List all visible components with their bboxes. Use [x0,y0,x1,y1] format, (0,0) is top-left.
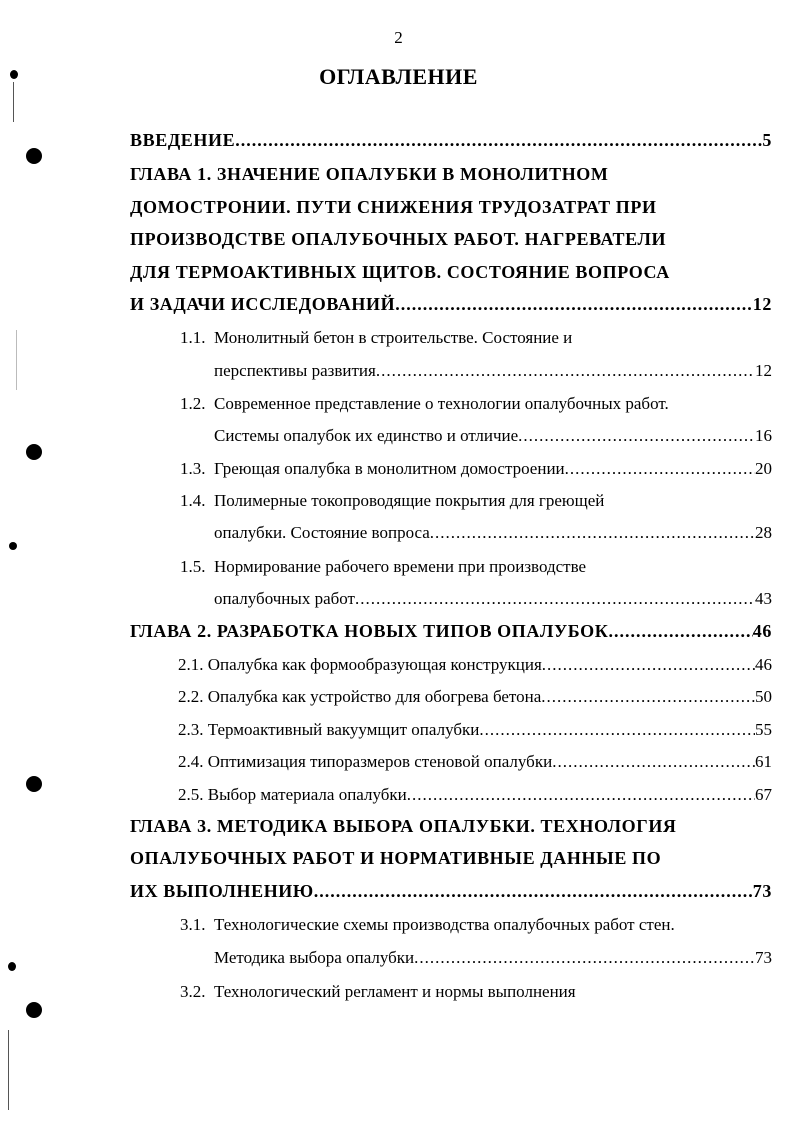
toc-entry-label [180,459,565,479]
toc-entry-label: опалубки. Состояние вопроса [214,523,430,542]
toc-entry-label: Нормирование рабочего времени при производстве [214,557,587,576]
toc-entry-label: 2.3. Термоактивный вакуумщит опалубки [178,720,480,739]
section-number: 3.1. [180,915,206,934]
punch-hole [26,776,42,792]
toc-page-number: 12 [755,361,772,380]
toc-entry-label: Современное представление о технологии опалубочных работ. [214,394,669,413]
dot-leader [235,130,762,151]
toc-entry-3-2[interactable] [180,982,576,1002]
chapter-1-title-line: ДЛЯ ТЕРМОАКТИВНЫХ ЩИТОВ. СОСТОЯНИЕ ВОПРОСА [130,262,670,282]
section-number: 1.2. [180,394,206,413]
toc-entry-label: 2.5. Выбор материала опалубки [178,785,407,804]
dot-leader [314,881,753,902]
toc-page-number: 12 [752,294,772,314]
toc-entry-label: 2.2. Опалубка как устройство для обогрева бетона [178,687,542,706]
punch-hole [26,148,42,164]
chapter-1-title-line: ДОМОСТРОНИИ. ПУТИ СНИЖЕНИЯ ТРУДОЗАТРАТ ПРИ [130,197,657,217]
scan-mark [16,330,17,390]
toc-page-number: 46 [752,621,772,641]
dot-leader [479,720,755,740]
toc-entry-label: ИХ ВЫПОЛНЕНИЮ [130,881,314,901]
toc-entry-3-1[interactable] [180,915,675,935]
scan-mark [8,1030,9,1110]
page-title: ОГЛАВЛЕНИЕ [319,64,478,89]
toc-entry-label: опалубочных работ [214,589,355,608]
toc-page-number: 73 [755,948,772,967]
toc-entry-label: ГЛАВА 2. РАЗРАБОТКА НОВЫХ ТИПОВ ОПАЛУБОК [130,621,609,641]
toc-entry-3-1-cont[interactable] [214,948,772,968]
section-number: 3.2. [180,982,206,1001]
dot-leader [414,948,755,968]
toc-page-number: 67 [755,785,772,804]
toc-entry-1-1[interactable] [180,328,572,348]
dot-leader [376,361,755,381]
toc-page-number: 28 [755,523,772,542]
toc-page-number: 50 [755,687,772,706]
toc-entry-label: 2.4. Оптимизация типоразмеров стеновой опалубки [178,752,553,771]
toc-entry-1-5-cont[interactable] [214,589,772,609]
section-number: 1.5. [180,557,206,576]
dot-leader [407,785,755,805]
toc-page-number: 16 [755,426,772,445]
toc-entry-intro[interactable] [130,130,772,151]
toc-entry-1-2[interactable] [180,394,669,414]
page-number: 2 [394,28,403,47]
toc-page-number: 5 [762,130,772,150]
toc-page-number: 43 [755,589,772,608]
dot-leader [395,294,753,315]
scan-mark [9,542,17,550]
toc-page-number: 46 [755,655,772,674]
dot-leader [518,426,755,446]
toc-entry-text: Греющая опалубка в монолитном домостроении [214,459,565,478]
toc-page-number: 20 [755,459,772,478]
section-number: 1.3. [180,459,206,478]
scan-mark [8,962,16,971]
chapter-1-title-line: ГЛАВА 1. ЗНАЧЕНИЕ ОПАЛУБКИ В МОНОЛИТНОМ [130,164,609,184]
toc-entry-label: 2.1. Опалубка как формообразующая конструкция [178,655,542,674]
toc-entry-label: И ЗАДАЧИ ИССЛЕДОВАНИЙ [130,294,396,314]
toc-entry-1-4-cont[interactable] [214,523,772,543]
dot-leader [552,752,755,772]
toc-page-number: 73 [752,881,772,901]
toc-entry-label: Технологический регламент и нормы выполнения [214,982,576,1001]
toc-entry-label: Полимерные токопроводящие покрытия для греющей [214,491,605,510]
toc-entry-2-4[interactable] [178,752,772,772]
toc-page-number: 61 [755,752,772,771]
chapter-3-title-line: ОПАЛУБОЧНЫХ РАБОТ И НОРМАТИВНЫЕ ДАННЫЕ ПО [130,848,662,868]
toc-entry-chapter-2[interactable] [130,621,772,642]
toc-page-number: 55 [755,720,772,739]
dot-leader [430,523,755,543]
toc-entry-1-2-cont[interactable] [214,426,772,446]
toc-entry-1-1-cont[interactable] [214,361,772,381]
dot-leader [542,655,755,675]
punch-hole [26,444,42,460]
dot-leader [565,459,755,479]
toc-entry-1-5[interactable] [180,557,586,577]
punch-hole [26,1002,42,1018]
toc-entry-label: Методика выбора опалубки [214,948,415,967]
chapter-3-title-line: ГЛАВА 3. МЕТОДИКА ВЫБОРА ОПАЛУБКИ. ТЕХНОЛОГИЯ [130,816,677,836]
dot-leader [355,589,755,609]
toc-entry-1-4[interactable] [180,491,604,511]
dot-leader [541,687,755,707]
toc-entry-2-1[interactable] [178,655,772,675]
toc-entry-label: перспективы развития [214,361,376,380]
toc-entry-2-2[interactable] [178,687,772,707]
chapter-1-title-line: ПРОИЗВОДСТВЕ ОПАЛУБОЧНЫХ РАБОТ. НАГРЕВАТЕЛИ [130,229,667,249]
toc-entry-chapter-3[interactable] [130,881,772,902]
toc-entry-2-3[interactable] [178,720,772,740]
toc-entry-label: Технологические схемы производства опалубочных работ стен. [214,915,675,934]
toc-entry-label: Системы опалубок их единство и отличие [214,426,519,445]
section-number: 1.1. [180,328,206,347]
toc-entry-chapter-1[interactable] [130,294,772,315]
toc-entry-label: Монолитный бетон в строительстве. Состояние и [214,328,573,347]
toc-entry-2-5[interactable] [178,785,772,805]
dot-leader [608,621,752,642]
toc-entry-1-3[interactable] [180,459,772,479]
section-number: 1.4. [180,491,206,510]
toc-entry-label: ВВЕДЕНИЕ [130,130,236,150]
